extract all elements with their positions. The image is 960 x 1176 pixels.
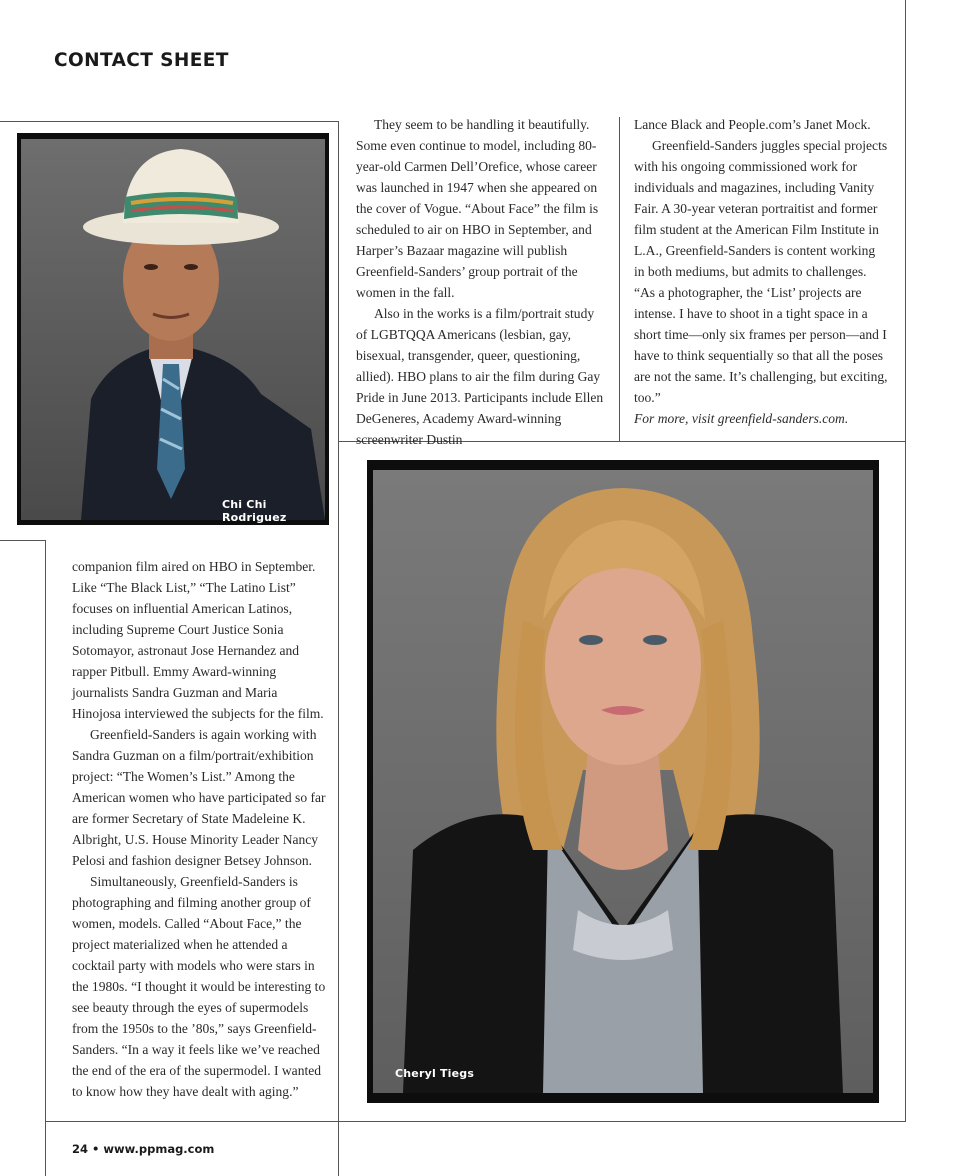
paragraph: Greenfield-Sanders is again working with Sandra Guzman on a film/portrait/exhibition project: “The Women’s List.” Among the American women who have participated so far are former Secretary of State Madeleine K. Albright, U.S. House Minority Leader Nancy Pelosi and fashion designer Betsey Johnson.	[72, 727, 326, 868]
rule-bottom-horizontal	[45, 1121, 906, 1122]
section-title: CONTACT SHEET	[54, 50, 229, 71]
rule-top-photo-bottom	[0, 540, 45, 541]
page-folio: 24 • www.ppmag.com	[72, 1142, 215, 1156]
rule-column-divider	[619, 117, 620, 441]
photo-caption-chi-chi-rodriguez: Chi Chi Rodriguez	[222, 498, 287, 524]
paragraph: Simultaneously, Greenfield-Sanders is photographing and filming another group of women, models. Called “About Face,” the project materialized when he attended a cocktail party with models who were stars in the 1980s. “I thought it would be interesting to see beauty through the eyes of supermodels from the 1950s to the ’80s,” says Greenfield-Sanders. “In a way it feels like we’ve reached the end of the era of the supermodel. I wanted to know how they have dealt with aging.”	[72, 874, 326, 1099]
paragraph: Lance Black and People.com’s Janet Mock.	[634, 117, 871, 132]
paragraph: Greenfield-Sanders juggles special projects with his ongoing commissioned work for individuals and magazines, including Vanity Fair. A 30-year veteran portraitist and former film student at the American Film Institute in L.A., Greenfield-Sanders is content working in both mediums, but admits to challenges. “As a photographer, the ‘List’ projects are intense. I have to shoot in a tight space in a short time—only six frames per person—and I have to think sequentially so that all the poses are not the same. It’s challenging, but exciting, too.”	[634, 138, 888, 405]
man-in-panama-hat-illustration	[21, 139, 325, 520]
photo-caption-cheryl-tiegs: Cheryl Tiegs	[395, 1067, 475, 1080]
paragraph: Also in the works is a film/portrait study of LGBTQQA Americans (lesbian, gay, bisexual, transgender, queer, questioning, allied). HBO plans to air the film during Gay Pride in June 2013. Participants include Ellen DeGeneres, Academy Award-winning screenwriter Dustin	[356, 306, 604, 447]
paragraph: companion film aired on HBO in September. Like “The Black List,” “The Latino List” focuses on influential American Latinos, including Supreme Court Justice Sonia Sotomayor, astronaut Jose Hernandez and rapper Pitbull. Emmy Award-winning journalists Sandra Guzman and Maria Hinojosa interviewed the subjects for the film.	[72, 559, 324, 721]
portrait-cheryl-tiegs	[367, 460, 879, 1103]
rule-top-photo-top	[0, 121, 338, 122]
article-column-top-middle	[356, 114, 608, 450]
rule-middle-vertical	[338, 441, 339, 1176]
article-column-left	[72, 556, 328, 1102]
web-link-credit: For more, visit greenfield-sanders.com.	[634, 411, 849, 426]
rule-left-vertical	[45, 540, 46, 1176]
rule-right-outer	[905, 0, 906, 1122]
article-column-top-right	[634, 114, 888, 429]
paragraph: They seem to be handling it beautifully. Some even continue to model, including 80-year-old Carmen Dell’Orefice, whose career was launched in 1947 when she appeared on the cover of Vogue. “About Face” the film is scheduled to air on HBO in September, and Harper’s Bazaar magazine will publish Greenfield-Sanders’ group portrait of the women in the fall.	[356, 117, 599, 300]
portrait-chi-chi-rodriguez	[17, 133, 329, 525]
woman-portrait-illustration	[373, 470, 873, 1093]
